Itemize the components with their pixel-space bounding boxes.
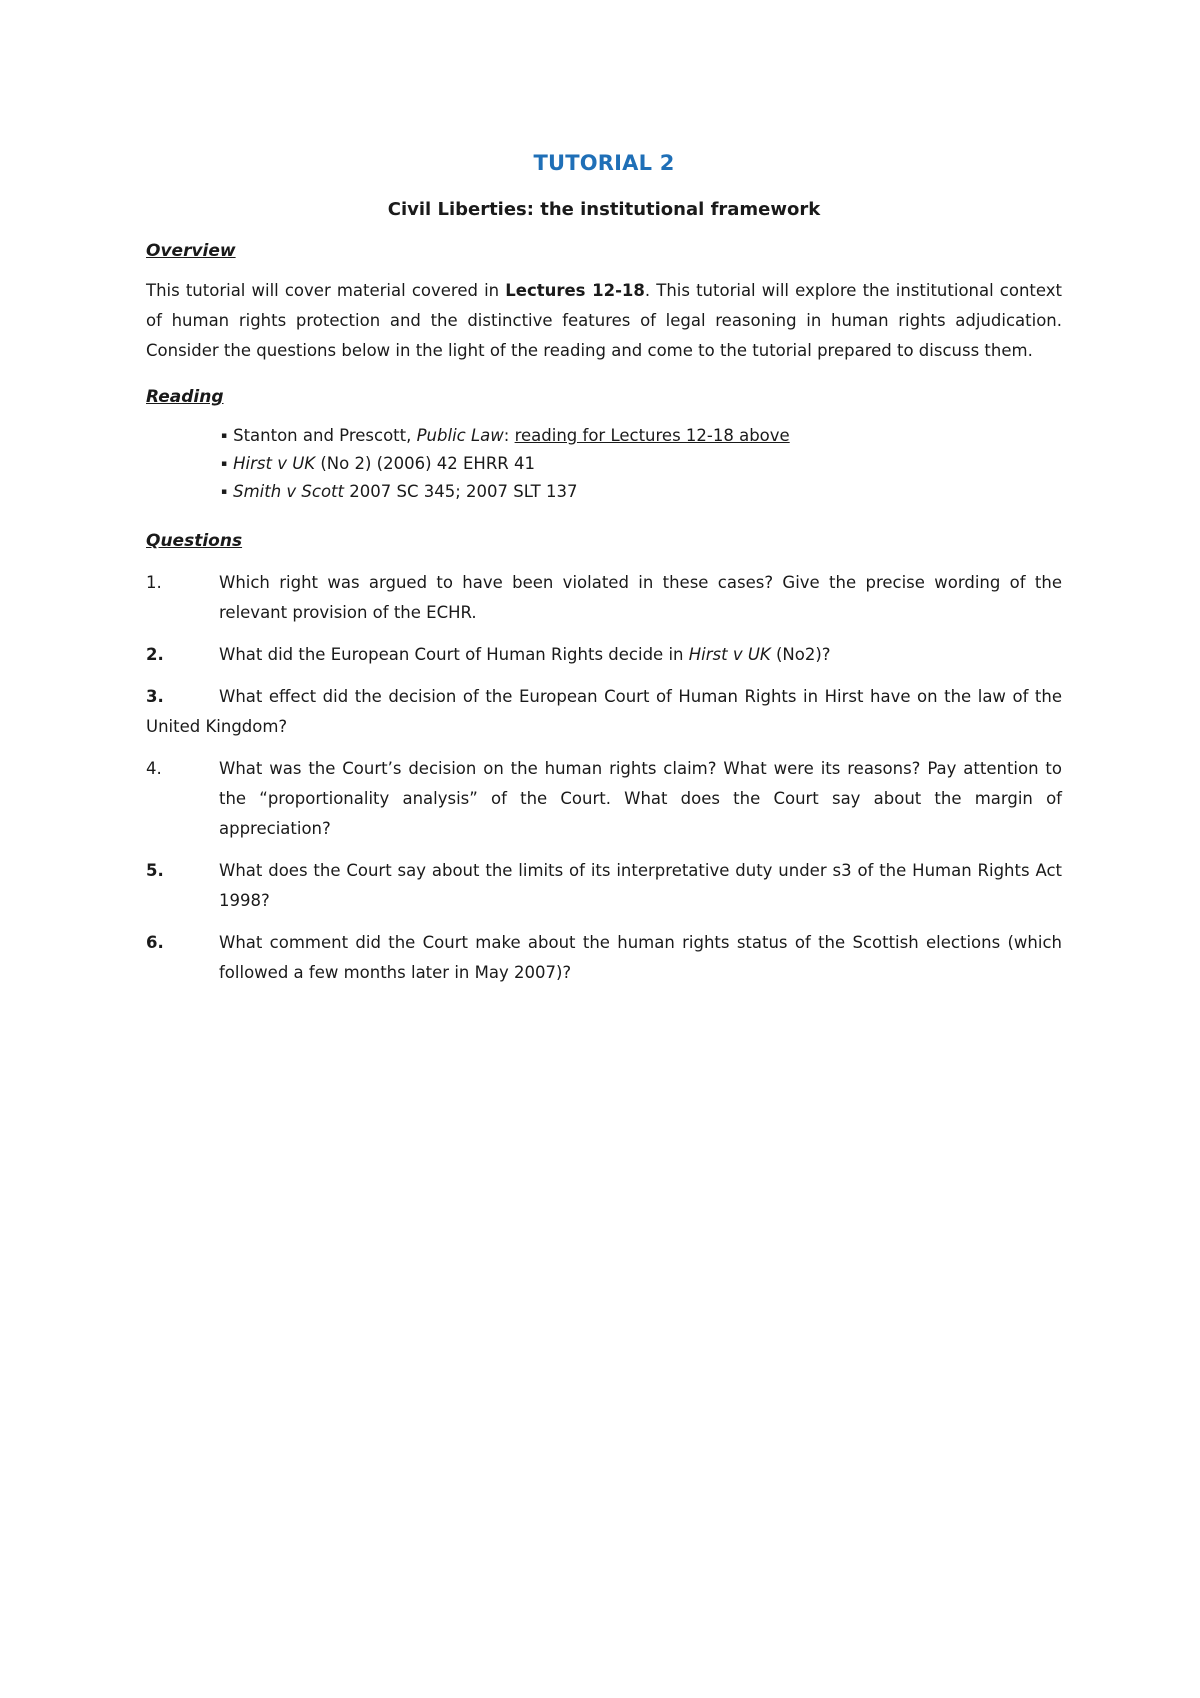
question-text: (No2)? — [770, 645, 831, 664]
reading-item-italic: Smith v Scott — [233, 482, 345, 501]
question-item — [146, 754, 1062, 844]
question-text: What comment did the Court make about the human rights status of the Scottish elections (which followed a few months later in May 2007)? — [219, 933, 1062, 982]
overview-text-before: This tutorial will cover material covered in — [146, 281, 506, 300]
overview-heading: Overview — [146, 241, 236, 261]
question-text: Which right was argued to have been violated in these cases? Give the precise wording of the relevant provision of the ECHR. — [219, 573, 1062, 622]
overview-paragraph — [146, 276, 1062, 366]
question-text: What was the Court’s decision on the human rights claim? What were its reasons? Pay attention to the “proportionality analysis” of the Court. What does the Court say about the margin of appreciation? — [219, 759, 1062, 838]
overview-text-after: . This tutorial will explore the institutional context of human rights protection and the distinctive features of legal reasoning in human rights adjudication. Consider the questions below in the light of the reading and come to the tutorial prepared to discuss them. — [146, 281, 1062, 360]
reading-item-text: : — [503, 426, 515, 445]
question-text: What did the European Court of Human Rights decide in — [219, 645, 689, 664]
question-item — [146, 928, 1062, 988]
document-subtitle: Civil Liberties: the institutional framework — [387, 199, 821, 220]
question-item — [146, 856, 1062, 916]
reading-item-underlined: reading for Lectures 12-18 above — [514, 426, 790, 445]
reading-item-text: Stanton and Prescott, — [233, 426, 417, 445]
document-title: TUTORIAL 2 — [533, 151, 675, 175]
question-number: 2. — [146, 645, 164, 664]
question-text: What does the Court say about the limits of its interpretative duty under s3 of the Human Rights Act 1998? — [219, 861, 1062, 910]
overview-lectures: Lectures 12-18 — [505, 281, 645, 300]
question-item — [146, 568, 1062, 628]
question-number: 4. — [146, 759, 162, 778]
question-text: What effect did the decision of the European Court of Human Rights in Hirst have on the law of the United Kingdom? — [146, 687, 1062, 736]
reading-item — [221, 450, 1062, 478]
question-item: 3. What effect did the decision of the European Court of Human Rights in Hirst have on the law of the United Kingdom? — [146, 687, 1062, 736]
reading-item — [221, 422, 1062, 450]
reading-heading: Reading — [146, 387, 224, 407]
reading-item-italic: Hirst v UK — [233, 454, 316, 473]
reading-item-text: (No 2) (2006) 42 EHRR 41 — [315, 454, 536, 473]
reading-list — [221, 422, 1062, 506]
reading-item-italic: Public Law — [416, 426, 504, 445]
question-item — [146, 640, 1062, 670]
square-bullet-icon: ▪ — [221, 487, 228, 497]
question-number: 6. — [146, 933, 164, 952]
question-number: 5. — [146, 861, 164, 880]
questions-heading: Questions — [146, 531, 243, 551]
question-italic: Hirst v UK — [688, 645, 771, 664]
square-bullet-icon: ▪ — [221, 431, 228, 441]
reading-item-text: 2007 SC 345; 2007 SLT 137 — [344, 482, 578, 501]
document-content — [146, 146, 1062, 1000]
reading-item — [221, 478, 1062, 506]
square-bullet-icon: ▪ — [221, 459, 228, 469]
questions-list — [146, 568, 1062, 988]
question-number: 1. — [146, 573, 162, 592]
